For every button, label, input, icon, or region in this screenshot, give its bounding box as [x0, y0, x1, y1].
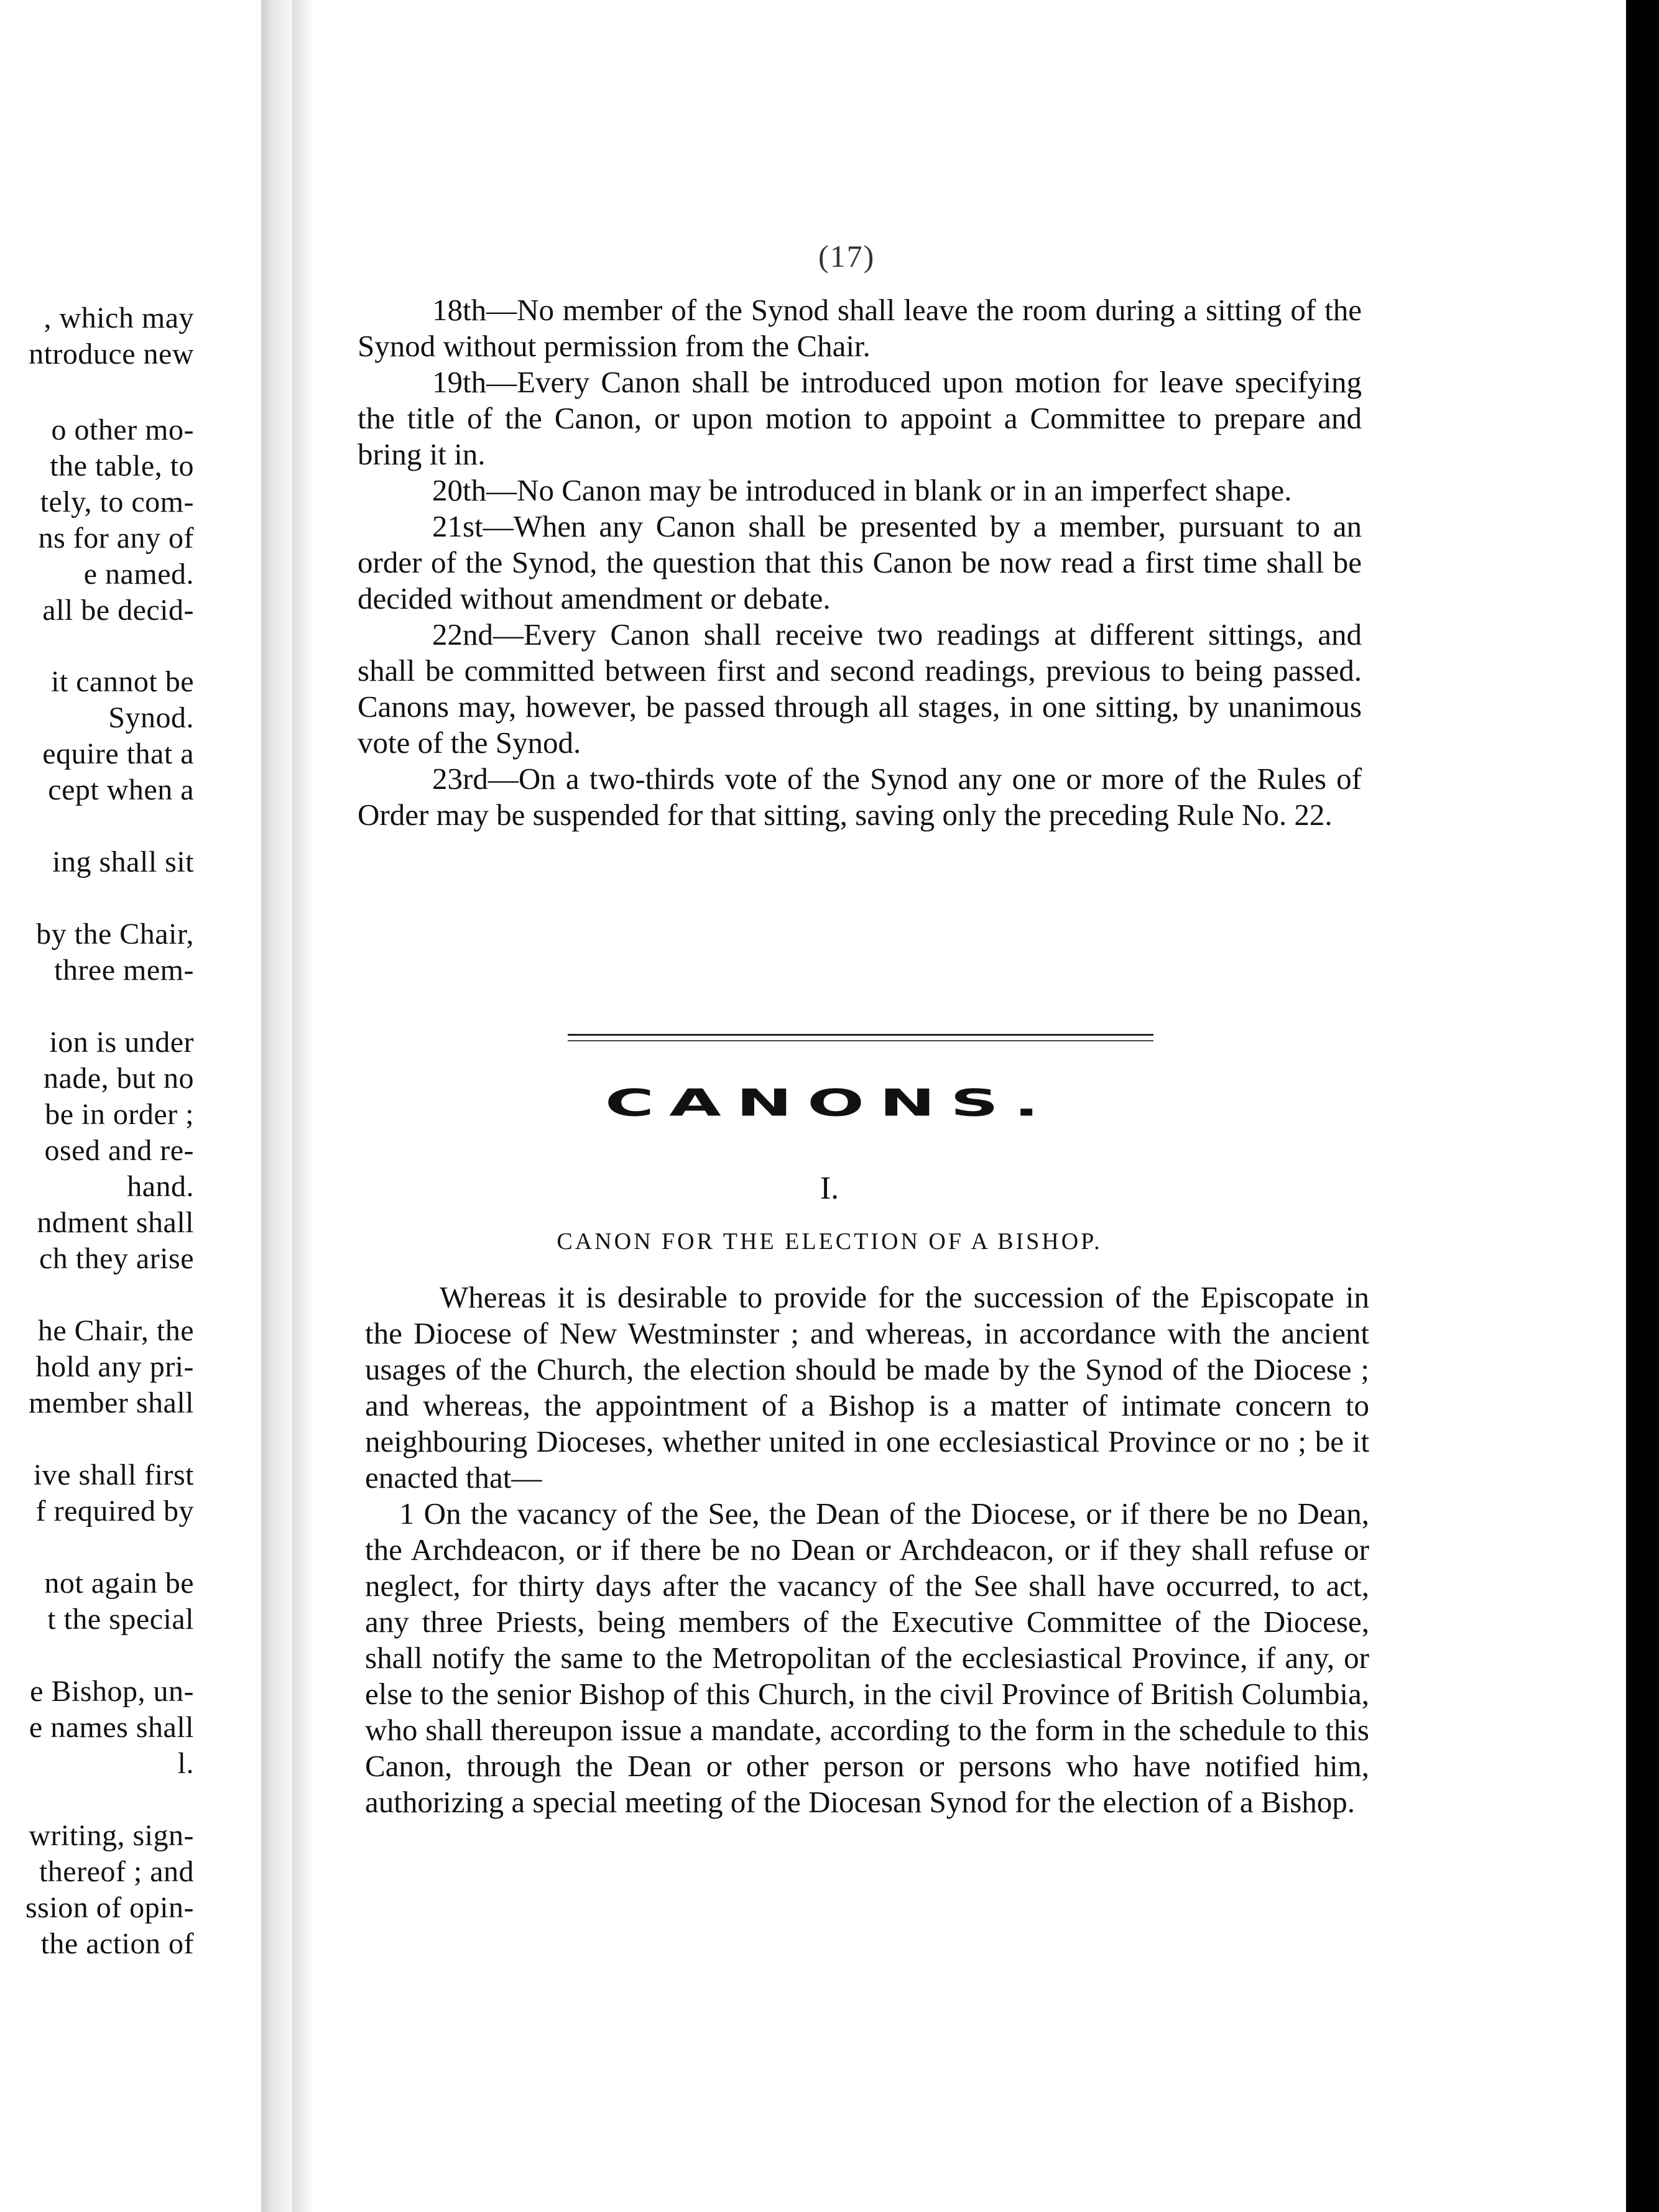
left-line: , which may: [44, 302, 194, 334]
left-line: hand.: [127, 1170, 194, 1203]
left-line: f required by: [35, 1495, 194, 1528]
canon-preamble: Whereas it is desirable to provide for the succession of the Episcopate in the Diocese of New Westminster ; and whereas, in accordance with the ancient usages of the Church, the election should be made by the Synod of the Diocese ; and whereas, the appointment of a Bishop is a matter of intimate concern to neighbouring Dioceses, whether united in one ecclesiastical Province or no ; be it enacted that—: [365, 1280, 1369, 1495]
rule-23: 23rd—On a two-thirds vote of the Synod any one or more of the Rules of Order may be suspended for that sitting, saving only the preceding Rule No. 22.: [358, 762, 1362, 832]
canon-heading: CANON FOR THE ELECTION OF A BISHOP.: [557, 1228, 1102, 1255]
section-divider: [568, 1034, 1153, 1036]
left-line: three mem-: [54, 954, 194, 987]
left-line: ntroduce new: [29, 338, 194, 371]
left-line: he Chair, the: [37, 1314, 194, 1347]
left-line: all be decid-: [42, 594, 194, 627]
left-line: it cannot be: [51, 665, 194, 698]
rule-22: 22nd—Every Canon shall receive two readings at different sittings, and shall be committed between first and second readings, previous to being passed. Canons may, however, be passed through all stages, in one sitting, by unanimous vote of the Synod.: [358, 617, 1362, 760]
left-line: osed and re-: [44, 1134, 194, 1167]
canon-text: [365, 1279, 1369, 1820]
left-line: be in order ;: [45, 1098, 194, 1131]
left-line: by the Chair,: [36, 918, 194, 951]
page-number: (17): [818, 239, 876, 274]
canon-number: I.: [820, 1171, 839, 1206]
left-line: ssion of opin-: [25, 1891, 194, 1924]
canons-title: CANONS.: [604, 1082, 1055, 1125]
left-line: ns for any of: [38, 522, 194, 555]
rules-of-order: [358, 292, 1362, 833]
left-line: e Bishop, un-: [30, 1675, 194, 1708]
left-line: the action of: [40, 1927, 194, 1960]
left-line: ndment shall: [37, 1206, 194, 1239]
rule-20: 20th—No Canon may be introduced in blank or in an imperfect shape.: [432, 473, 1292, 507]
canon-section-1: 1 On the vacancy of the See, the Dean of the Diocese, or if there be no Dean, the Archdeacon, or if there be no Dean or Archdeacon, or if they shall refuse or neglect, for thirty days after the vacancy of the See shall have occurred, to act, any three Priests, being members of the Executive Committee of the Diocese, shall notify the same to the Metropolitan of the ecclesiastical Province, if any, or else to the senior Bishop of this Church, in the civil Province of British Columbia, who shall thereupon issue a mandate, according to the form in the schedule to this Canon, through the Dean or other person or persons who have notified him, authorizing a special meeting of the Diocesan Synod for the election of a Bishop.: [365, 1496, 1369, 1819]
left-line: member shall: [29, 1386, 194, 1419]
left-line: e names shall: [29, 1711, 194, 1744]
section-divider: [568, 1040, 1153, 1041]
left-line: cept when a: [48, 773, 194, 806]
left-line: tely, to com-: [40, 486, 194, 518]
left-line: e named.: [83, 558, 194, 591]
left-line: t the special: [47, 1603, 194, 1636]
left-line: not again be: [44, 1567, 194, 1600]
left-line: ion is under: [49, 1026, 194, 1059]
left-line: o other mo-: [51, 413, 194, 446]
left-line: Synod.: [108, 701, 194, 734]
left-line: equire that a: [42, 737, 194, 770]
left-line: thereof ; and: [39, 1855, 194, 1888]
left-line: ing shall sit: [52, 846, 194, 878]
left-line: nade, but no: [44, 1062, 194, 1095]
left-line: hold any pri-: [35, 1350, 194, 1383]
left-line: writing, sign-: [29, 1819, 194, 1852]
rule-18: 18th—No member of the Synod shall leave the room during a sitting of the Synod without permission from the Chair.: [358, 293, 1362, 363]
rule-21: 21st—When any Canon shall be presented by a member, pursuant to an order of the Synod, the question that this Canon be now read a first time shall be decided without amendment or debate.: [358, 509, 1362, 615]
left-line: l.: [177, 1747, 194, 1780]
left-line: ch they arise: [39, 1242, 194, 1275]
rule-19: 19th—Every Canon shall be introduced upon motion for leave specifying the title of the Canon, or upon motion to appoint a Committee to prepare and bring it in.: [358, 365, 1362, 471]
left-line: ive shall first: [33, 1459, 194, 1491]
left-line: the table, to: [50, 449, 194, 482]
